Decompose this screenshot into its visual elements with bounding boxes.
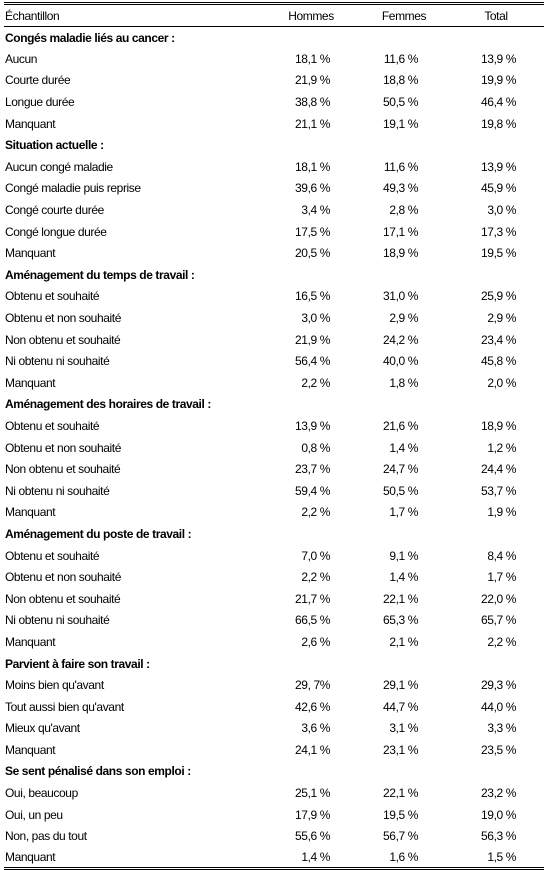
table-row [4,437,544,459]
table-row [4,199,544,221]
value-men: 18,1 % [295,51,330,66]
row-label: Manquant [5,116,56,131]
row-label: Tout aussi bien qu'avant [5,699,124,714]
table-row [4,804,544,826]
header-sample: Échantillon [4,4,266,27]
row-label: Obtenu et souhaité [5,289,100,304]
value-men: 24,1 % [295,742,330,757]
value-women: 11,6 % [383,159,418,174]
value-women: 17,1 % [383,224,418,239]
value-women: 49,3 % [383,181,418,196]
row-label: Manquant [5,246,56,261]
value-total: 23,5 % [481,742,516,757]
section-header-row [4,653,544,675]
row-label: Aucun [5,51,38,66]
value-total: 45,8 % [481,354,516,369]
value-total: 23,4 % [481,332,516,347]
value-total: 18,9 % [481,418,516,433]
value-men: 23,7 % [295,462,330,477]
row-label: Obtenu et non souhaité [5,570,121,585]
value-women: 29,1 % [383,678,418,693]
value-men: 17,9 % [295,807,330,822]
value-women: 22,1 % [383,591,418,606]
value-total: 2,0 % [487,375,516,390]
value-men: 25,1 % [295,786,330,801]
row-label: Ni obtenu ni souhaité [5,613,110,628]
value-men: 3,0 % [301,311,330,326]
value-women: 40,0 % [383,354,418,369]
value-total: 1,2 % [487,440,516,455]
value-men: 21,1 % [295,116,330,131]
row-label: Manquant [5,634,56,649]
value-total: 13,9 % [481,159,516,174]
table-row [4,242,544,264]
value-men: 21,9 % [295,332,330,347]
table-row [4,718,544,740]
row-label: Non obtenu et souhaité [5,462,121,477]
section-header-row [4,264,544,286]
value-women: 50,5 % [383,95,418,110]
header-women: Femmes [360,4,452,27]
value-men: 59,4 % [295,483,330,498]
row-label: Obtenu et souhaité [5,548,100,563]
section-header-row [4,523,544,545]
row-label: Manquant [5,375,56,390]
value-women: 50,5 % [383,483,418,498]
section-title: Parvient à faire son travail : [5,656,150,671]
value-total: 3,3 % [487,721,516,736]
value-total: 23,2 % [481,786,516,801]
value-men: 29, 7% [295,678,330,693]
table-row [4,502,544,524]
row-label: Ni obtenu ni souhaité [5,354,110,369]
value-women: 2,8 % [389,203,418,218]
value-total: 8,4 % [487,548,516,563]
table-row [4,696,544,718]
row-label: Manquant [4,847,266,869]
value-men: 2,6 % [301,634,330,649]
value-total: 19,0 % [481,807,516,822]
value-men: 1,4 % [266,847,360,869]
value-women: 56,7 % [383,829,418,844]
table-row [4,307,544,329]
table-body [4,27,544,869]
row-label: Non obtenu et souhaité [5,332,121,347]
results-table [4,2,544,870]
value-women: 1,8 % [389,375,418,390]
value-total: 45,9 % [481,181,516,196]
value-men: 2,2 % [301,570,330,585]
value-women: 24,7 % [383,462,418,477]
value-total: 13,9 % [481,51,516,66]
table-row [4,610,544,632]
row-label: Congé longue durée [5,224,107,239]
value-total: 19,5 % [481,246,516,261]
table-header [4,4,544,27]
value-total: 17,3 % [481,224,516,239]
value-women: 19,1 % [383,116,418,131]
table-row [4,70,544,92]
table-row [4,350,544,372]
value-men: 2,2 % [301,375,330,390]
value-total: 22,0 % [481,591,516,606]
table-row [4,545,544,567]
table-row [4,178,544,200]
header-men: Hommes [266,4,360,27]
value-total: 19,9 % [481,73,516,88]
value-women: 18,9 % [383,246,418,261]
value-women: 24,2 % [383,332,418,347]
value-men: 66,5 % [295,613,330,628]
row-label: Mieux qu'avant [5,721,80,736]
value-women: 1,6 % [360,847,452,869]
row-label: Congé maladie puis reprise [5,181,141,196]
table-row [4,286,544,308]
value-men: 21,9 % [295,73,330,88]
row-label: Longue durée [5,95,75,110]
row-label: Moins bien qu'avant [5,678,104,693]
value-total: 29,3 % [481,678,516,693]
value-women: 19,5 % [383,807,418,822]
value-women: 9,1 % [389,548,418,563]
value-men: 0,8 % [301,440,330,455]
value-men: 55,6 % [295,829,330,844]
value-men: 38,8 % [295,95,330,110]
section-title: Aménagement des horaires de travail : [5,397,211,412]
value-women: 1,4 % [389,570,418,585]
table-row [4,329,544,351]
value-total: 1,7 % [487,570,516,585]
value-men: 3,6 % [301,721,330,736]
value-men: 21,7 % [295,591,330,606]
value-men: 39,6 % [295,181,330,196]
value-women: 21,6 % [383,418,418,433]
value-men: 7,0 % [301,548,330,563]
table-row [4,372,544,394]
row-label: Oui, beaucoup [5,786,78,801]
value-men: 20,5 % [295,246,330,261]
value-women: 3,1 % [389,721,418,736]
value-total: 46,4 % [481,95,516,110]
value-women: 31,0 % [383,289,418,304]
table-row [4,91,544,113]
table-row [4,221,544,243]
section-header-row [4,134,544,156]
value-women: 23,1 % [383,742,418,757]
value-men: 17,5 % [295,224,330,239]
value-women: 1,4 % [389,440,418,455]
row-label: Obtenu et souhaité [5,418,100,433]
table-row [4,739,544,761]
header-row [4,4,544,27]
row-label: Obtenu et non souhaité [5,440,121,455]
row-label: Manquant [5,505,56,520]
value-total: 24,4 % [481,462,516,477]
value-women: 18,8 % [383,73,418,88]
value-women: 22,1 % [383,786,418,801]
value-total: 2,9 % [487,311,516,326]
table-row [4,458,544,480]
value-total: 53,7 % [481,483,516,498]
section-title: Aménagement du poste de travail : [5,526,192,541]
row-label: Obtenu et non souhaité [5,311,121,326]
value-total: 65,7 % [481,613,516,628]
value-men: 18,1 % [295,159,330,174]
value-men: 56,4 % [295,354,330,369]
table-row [4,113,544,135]
table-row [4,48,544,70]
section-header-row [4,27,544,49]
row-label: Aucun congé maladie [5,159,113,174]
table-row [4,847,544,869]
row-label: Non obtenu et souhaité [5,591,121,606]
value-women: 44,7 % [383,699,418,714]
row-label: Non, pas du tout [5,829,87,844]
value-men: 3,4 % [301,203,330,218]
row-label: Oui, un peu [5,807,63,822]
value-total: 3,0 % [487,203,516,218]
value-total: 1,5 % [452,847,544,869]
row-label: Manquant [5,742,56,757]
value-men: 16,5 % [295,289,330,304]
value-total: 56,3 % [481,829,516,844]
value-men: 13,9 % [295,418,330,433]
value-total: 2,2 % [487,634,516,649]
section-title: Se sent pénalisé dans son emploi : [5,764,191,779]
value-total: 1,9 % [487,505,516,520]
value-men: 42,6 % [295,699,330,714]
value-total: 19,8 % [481,116,516,131]
table-row [4,480,544,502]
table-row [4,156,544,178]
value-total: 25,9 % [481,289,516,304]
value-men: 2,2 % [301,505,330,520]
section-title: Aménagement du temps de travail : [5,267,195,282]
table-row [4,674,544,696]
table-row [4,415,544,437]
section-header-row [4,394,544,416]
table-row [4,825,544,847]
section-title: Situation actuelle : [5,138,104,153]
table-row [4,566,544,588]
value-women: 2,1 % [389,634,418,649]
value-women: 1,7 % [389,505,418,520]
table-row [4,631,544,653]
section-title: Congés maladie liés au cancer : [5,30,175,45]
header-total: Total [452,4,544,27]
row-label: Courte durée [5,73,71,88]
table-row [4,782,544,804]
row-label: Congé courte durée [5,203,104,218]
value-total: 44,0 % [481,699,516,714]
value-women: 2,9 % [389,311,418,326]
value-women: 11,6 % [383,51,418,66]
row-label: Ni obtenu ni souhaité [5,483,110,498]
section-header-row [4,761,544,783]
table-row [4,588,544,610]
value-women: 65,3 % [383,613,418,628]
